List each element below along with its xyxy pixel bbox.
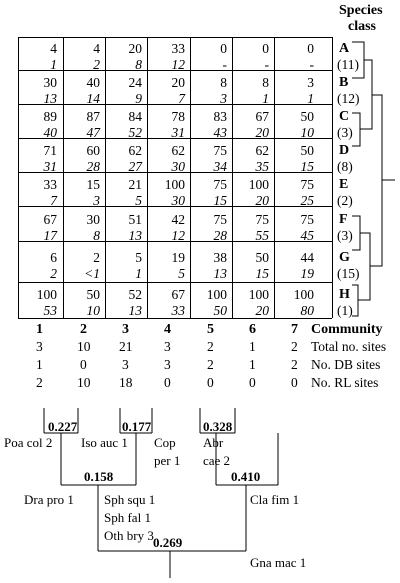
site-row-label: No. RL sites <box>311 375 379 390</box>
cover-value: 71 <box>43 143 57 158</box>
site-count: 1 <box>249 357 256 372</box>
cover-value: 100 <box>164 177 185 192</box>
cover-value: 4 <box>50 41 57 56</box>
species-class-label: G <box>339 250 350 265</box>
frequency-value: 13 <box>43 91 57 106</box>
frequency-value: 13 <box>128 228 142 243</box>
frequency-value: 28 <box>86 159 100 174</box>
cover-value: 100 <box>248 177 269 192</box>
cover-value: 19 <box>171 250 185 265</box>
cover-value: 62 <box>255 143 269 158</box>
cover-value: 44 <box>300 250 314 265</box>
leaf-label: Gna mac 1 <box>250 555 307 570</box>
frequency-value: 20 <box>255 125 269 140</box>
cover-value: 75 <box>300 212 314 227</box>
site-count: 1 <box>249 339 256 354</box>
frequency-value: 50 <box>213 303 227 318</box>
frequency-value: 31 <box>43 159 57 174</box>
frequency-value: 3 <box>93 193 100 208</box>
cover-value: 50 <box>255 250 269 265</box>
frequency-value: 30 <box>171 159 185 174</box>
cover-value: 4 <box>93 41 100 56</box>
cover-value: 0 <box>307 41 314 56</box>
site-count: 2 <box>207 357 214 372</box>
cover-value: 100 <box>206 287 227 302</box>
frequency-value: 47 <box>86 125 100 140</box>
cover-value: 87 <box>86 109 100 124</box>
cover-value: 100 <box>248 287 269 302</box>
cover-value: 5 <box>135 250 142 265</box>
community-number: 5 <box>207 322 214 337</box>
cover-value: 15 <box>86 177 100 192</box>
frequency-value: 2 <box>50 266 57 281</box>
cover-value: 0 <box>262 41 269 56</box>
community-number: 3 <box>122 322 129 337</box>
cover-value: 38 <box>213 250 227 265</box>
frequency-value: 8 <box>135 57 142 72</box>
node-value: 0.269 <box>153 535 183 550</box>
cover-value: 30 <box>43 75 57 90</box>
cover-value: 67 <box>255 109 269 124</box>
frequency-value: 12 <box>171 57 185 72</box>
frequency-value: 1 <box>307 91 314 106</box>
community-number: 1 <box>36 322 43 337</box>
cover-value: 50 <box>86 287 100 302</box>
frequency-value: 40 <box>43 125 57 140</box>
site-count: 2 <box>291 339 298 354</box>
frequency-value: 13 <box>128 303 142 318</box>
community-number: 7 <box>291 322 298 337</box>
cover-value: 3 <box>307 75 314 90</box>
species-class-count: (15) <box>337 266 360 281</box>
site-row-label: Total no. sites <box>311 339 387 354</box>
cover-value: 33 <box>171 41 185 56</box>
frequency-value: 45 <box>300 228 314 243</box>
site-count: 0 <box>164 375 171 390</box>
node-value: 0.410 <box>231 469 261 484</box>
frequency-value: 9 <box>135 91 142 106</box>
site-row-label: No. DB sites <box>311 357 381 372</box>
frequency-value: 2 <box>93 57 100 72</box>
frequency-value: 20 <box>255 303 269 318</box>
community-number: 2 <box>80 322 87 337</box>
species-class-count: (8) <box>337 159 353 174</box>
frequency-value: 30 <box>171 193 185 208</box>
cover-value: 33 <box>43 177 57 192</box>
site-count: 21 <box>119 339 133 354</box>
community-number: 6 <box>249 322 256 337</box>
cover-value: 67 <box>43 212 57 227</box>
cover-value: 42 <box>171 212 185 227</box>
node-value: 0.328 <box>203 419 233 434</box>
branch-e-f <box>352 216 360 250</box>
leaf-label: per 1 <box>154 453 181 468</box>
leaf-label: Cla fim 1 <box>250 492 300 507</box>
frequency-value: 13 <box>213 266 227 281</box>
frequency-value: - <box>222 57 227 72</box>
frequency-value: 27 <box>128 159 142 174</box>
cover-value: 75 <box>213 212 227 227</box>
frequency-value: - <box>309 57 314 72</box>
species-class-label: H <box>339 287 350 302</box>
cover-value: 2 <box>93 250 100 265</box>
species-class-count: (1) <box>337 303 353 318</box>
species-class-count: (2) <box>337 193 353 208</box>
leaf-label: Sph squ 1 <box>104 492 156 507</box>
class-header: class <box>348 19 376 34</box>
leaf-label: Dra pro 1 <box>24 492 74 507</box>
site-count: 0 <box>80 357 87 372</box>
frequency-value: 52 <box>128 125 142 140</box>
cover-value: 8 <box>262 75 269 90</box>
site-count: 3 <box>122 357 129 372</box>
cover-value: 100 <box>36 287 57 302</box>
frequency-value: 31 <box>171 125 185 140</box>
leaf-label: Oth bry 3 <box>104 528 154 543</box>
cover-value: 50 <box>300 143 314 158</box>
site-count: 2 <box>36 375 43 390</box>
cover-value: 78 <box>171 109 185 124</box>
frequency-value: 55 <box>255 228 269 243</box>
frequency-value: 28 <box>213 228 227 243</box>
frequency-value: 1 <box>262 91 269 106</box>
cover-value: 20 <box>128 41 142 56</box>
branch-g-h <box>352 285 358 316</box>
cover-value: 75 <box>300 177 314 192</box>
cover-value: 75 <box>213 143 227 158</box>
site-count: 0 <box>291 375 298 390</box>
frequency-value: 8 <box>93 228 100 243</box>
site-count: 10 <box>77 339 91 354</box>
cover-value: 67 <box>171 287 185 302</box>
cover-value: 75 <box>255 212 269 227</box>
frequency-value: 5 <box>135 193 142 208</box>
frequency-value: 20 <box>255 193 269 208</box>
leaf-label: cae 2 <box>203 453 231 468</box>
cover-value: 6 <box>50 250 57 265</box>
species-class-label: F <box>339 212 348 227</box>
cover-value: 62 <box>128 143 142 158</box>
site-count: 3 <box>36 339 43 354</box>
site-count: 0 <box>207 375 214 390</box>
community-number: 4 <box>164 322 171 337</box>
frequency-value: 1 <box>50 57 57 72</box>
cover-value: 50 <box>300 109 314 124</box>
frequency-value: 34 <box>213 159 227 174</box>
site-count: 2 <box>291 357 298 372</box>
leaf-label: Abr <box>203 435 224 450</box>
branch-c-d <box>352 113 360 146</box>
site-count: 2 <box>207 339 214 354</box>
frequency-value: 7 <box>178 91 185 106</box>
node-value: 0.177 <box>122 419 152 434</box>
site-count: 0 <box>249 375 256 390</box>
frequency-value: 10 <box>86 303 100 318</box>
species-class-count: (3) <box>337 125 353 140</box>
frequency-value: 10 <box>300 125 314 140</box>
cover-value: 84 <box>128 109 142 124</box>
cover-value: 52 <box>128 287 142 302</box>
cover-value: 21 <box>128 177 142 192</box>
frequency-value: 33 <box>171 303 185 318</box>
frequency-value: 53 <box>43 303 57 318</box>
leaf-label: Iso auc 1 <box>81 435 128 450</box>
cover-value: 60 <box>86 143 100 158</box>
frequency-value: 25 <box>300 193 314 208</box>
site-count: 3 <box>164 357 171 372</box>
frequency-value: 15 <box>300 159 314 174</box>
species-class-count: (11) <box>337 57 359 72</box>
cover-value: 62 <box>171 143 185 158</box>
site-count: 18 <box>119 375 133 390</box>
leaf-label: Cop <box>154 435 176 450</box>
frequency-value: - <box>264 57 269 72</box>
species-class-label: A <box>339 41 350 56</box>
frequency-value: 3 <box>220 91 227 106</box>
species-class-label: D <box>339 143 350 158</box>
frequency-value: 5 <box>178 266 185 281</box>
species-class-label: C <box>339 109 350 124</box>
leaf-label: Sph fal 1 <box>104 510 151 525</box>
site-count: 3 <box>164 339 171 354</box>
species-class-count: (3) <box>337 228 353 243</box>
frequency-value: 80 <box>300 303 314 318</box>
frequency-value: 15 <box>255 266 269 281</box>
site-count: 10 <box>77 375 91 390</box>
branch-ab-cd <box>360 60 372 129</box>
branch-a-b <box>352 42 364 78</box>
cover-value: 100 <box>293 287 314 302</box>
community-label: Community <box>311 322 383 337</box>
frequency-value: 7 <box>50 193 57 208</box>
cover-value: 51 <box>128 212 142 227</box>
frequency-value: 1 <box>135 266 142 281</box>
species-header: Species <box>339 3 383 18</box>
species-class-label: B <box>339 75 349 90</box>
cover-value: 0 <box>220 41 227 56</box>
cover-value: 20 <box>171 75 185 90</box>
frequency-value: 19 <box>300 266 314 281</box>
species-class-count: (12) <box>337 91 360 106</box>
species-class-label: E <box>339 177 349 192</box>
cover-value: 24 <box>128 75 142 90</box>
cover-value: 83 <box>213 109 227 124</box>
cover-value: 30 <box>86 212 100 227</box>
site-count: 1 <box>36 357 43 372</box>
cover-value: 75 <box>213 177 227 192</box>
frequency-value: 12 <box>171 228 185 243</box>
frequency-value: 35 <box>255 159 269 174</box>
frequency-value: 43 <box>213 125 227 140</box>
cover-value: 8 <box>220 75 227 90</box>
frequency-value: <1 <box>84 266 100 281</box>
cover-value: 40 <box>86 75 100 90</box>
frequency-value: 17 <box>43 228 57 243</box>
frequency-value: 14 <box>86 91 100 106</box>
leaf-label: Poa col 2 <box>4 435 53 450</box>
cover-value: 89 <box>43 109 57 124</box>
node-value: 0.158 <box>84 469 114 484</box>
node-value: 0.227 <box>48 419 78 434</box>
frequency-value: 15 <box>213 193 227 208</box>
